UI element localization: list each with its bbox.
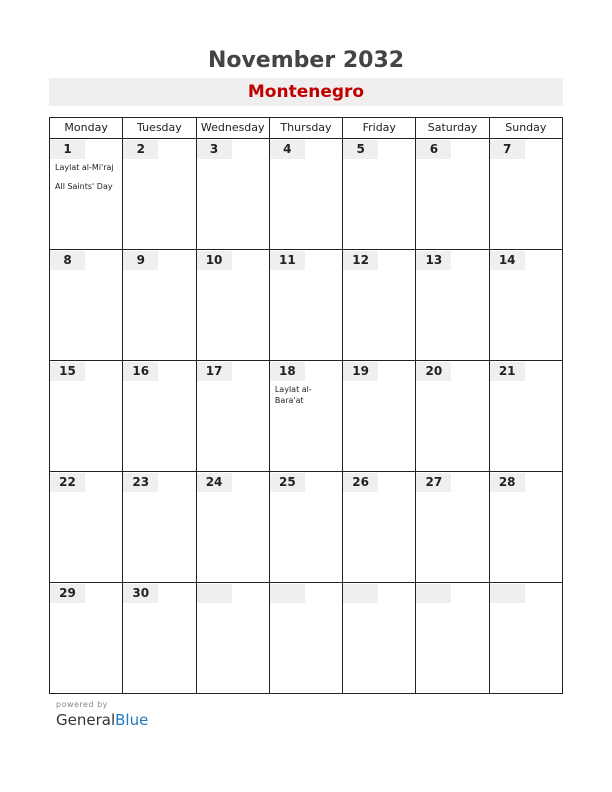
- day-number: 2: [123, 140, 158, 159]
- day-cell: [196, 583, 269, 694]
- day-cell: [50, 472, 123, 583]
- day-cell: [416, 472, 489, 583]
- day-number: 29: [50, 584, 85, 603]
- week-row: [50, 583, 563, 694]
- day-cell: [50, 361, 123, 472]
- week-row: [50, 361, 563, 472]
- day-cell: [196, 139, 269, 250]
- day-cell: [489, 583, 562, 694]
- day-number: 1: [50, 140, 85, 159]
- country-banner: [49, 78, 563, 106]
- weekday-header-row: [50, 118, 563, 139]
- day-number: 6: [416, 140, 451, 159]
- day-cell: [123, 250, 196, 361]
- day-cell: [343, 472, 416, 583]
- day-number: 19: [343, 362, 378, 381]
- day-cell: [343, 361, 416, 472]
- page-title: November 2032: [207, 48, 405, 73]
- day-cell: [123, 139, 196, 250]
- day-cell: [343, 250, 416, 361]
- day-number: [416, 584, 451, 603]
- day-number: 12: [343, 251, 378, 270]
- day-cell: [489, 361, 562, 472]
- weekday-header: Tuesday: [123, 118, 196, 139]
- day-number: 25: [270, 473, 305, 492]
- brand-general: General: [56, 711, 116, 729]
- day-cell: [50, 139, 123, 250]
- day-number: 8: [50, 251, 85, 270]
- weekday-header: Wednesday: [196, 118, 269, 139]
- day-number: [343, 584, 378, 603]
- brand-blue: Blue: [115, 711, 149, 729]
- day-cell: [196, 472, 269, 583]
- holiday-event: Laylat al-Mi'raj: [55, 163, 114, 172]
- day-number: 27: [416, 473, 451, 492]
- day-number: 13: [416, 251, 451, 270]
- day-number: 20: [416, 362, 451, 381]
- weekday-header: Saturday: [416, 118, 489, 139]
- day-number: 24: [197, 473, 232, 492]
- day-number: [270, 584, 305, 603]
- day-number: 5: [343, 140, 378, 159]
- day-number: 3: [197, 140, 232, 159]
- day-cell: [123, 583, 196, 694]
- day-number: 18: [270, 362, 305, 381]
- day-cell: [489, 472, 562, 583]
- day-cell: [269, 139, 342, 250]
- day-cell: [416, 583, 489, 694]
- day-number: 7: [490, 140, 525, 159]
- day-cell: [269, 361, 342, 472]
- day-number: [490, 584, 525, 603]
- day-number: 17: [197, 362, 232, 381]
- day-cell: [50, 250, 123, 361]
- day-cell: [123, 361, 196, 472]
- day-cell: [50, 583, 123, 694]
- day-cell: [416, 139, 489, 250]
- weekday-header: Friday: [343, 118, 416, 139]
- day-cell: [416, 250, 489, 361]
- calendar-grid: [49, 117, 563, 694]
- weekday-header: Sunday: [489, 118, 562, 139]
- day-number: 28: [490, 473, 525, 492]
- day-cell: [196, 361, 269, 472]
- day-number: 21: [490, 362, 525, 381]
- day-cell: [343, 139, 416, 250]
- day-cell: [196, 250, 269, 361]
- powered-by-label: powered by: [56, 700, 108, 709]
- holiday-event: All Saints' Day: [55, 182, 113, 191]
- day-number: 30: [123, 584, 158, 603]
- day-cell: [343, 583, 416, 694]
- day-number: 15: [50, 362, 85, 381]
- brand-logo: [56, 710, 148, 730]
- footer-branding: [56, 700, 148, 730]
- weekday-header: Thursday: [269, 118, 342, 139]
- day-number: 14: [490, 251, 525, 270]
- week-row: [50, 250, 563, 361]
- holiday-event: Laylat al-Bara'at: [274, 385, 312, 405]
- day-cell: [269, 472, 342, 583]
- day-number: [197, 584, 232, 603]
- day-cell: [123, 472, 196, 583]
- month-calendar: [49, 117, 563, 697]
- day-cell: [269, 583, 342, 694]
- week-row: [50, 139, 563, 250]
- day-cell: [489, 250, 562, 361]
- country-name: Montenegro: [247, 82, 365, 102]
- day-number: 26: [343, 473, 378, 492]
- day-cell: [489, 139, 562, 250]
- day-number: 22: [50, 473, 85, 492]
- day-number: 23: [123, 473, 158, 492]
- day-number: 9: [123, 251, 158, 270]
- calendar-body: [50, 139, 563, 694]
- day-number: 11: [270, 251, 305, 270]
- day-number: 4: [270, 140, 305, 159]
- weekday-header: Monday: [50, 118, 123, 139]
- day-number: 16: [123, 362, 158, 381]
- week-row: [50, 472, 563, 583]
- day-cell: [416, 361, 489, 472]
- day-number: 10: [197, 251, 232, 270]
- day-cell: [269, 250, 342, 361]
